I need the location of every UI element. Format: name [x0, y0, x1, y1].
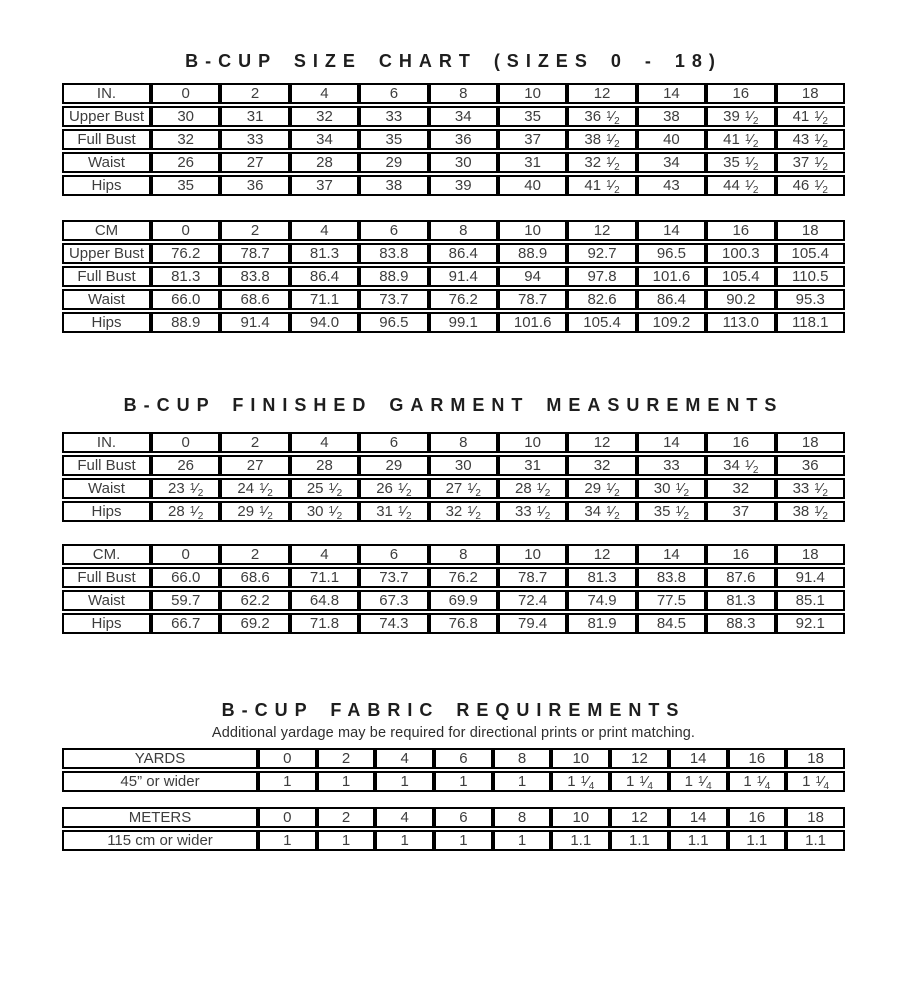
value-cell: 37 — [290, 175, 359, 196]
value-cell: 1 — [258, 830, 317, 851]
value-cell: 1.1 — [669, 830, 728, 851]
size-header-cell: 0 — [258, 748, 317, 769]
row-label-cell: 45” or wider — [62, 771, 258, 792]
value-cell: 88.3 — [706, 613, 775, 634]
header-row — [62, 748, 845, 769]
size-header-cell: 4 — [290, 220, 359, 241]
value-cell: 31 $^1⁄_2$ — [359, 501, 428, 522]
row-label-cell: Full Bust — [62, 455, 151, 476]
value-cell: 28 — [290, 455, 359, 476]
size-header-cell: 16 — [706, 83, 775, 104]
value-cell: 84.5 — [637, 613, 706, 634]
size-header-cell: 10 — [498, 432, 567, 453]
value-cell: 78.7 — [498, 567, 567, 588]
size-header-cell: 0 — [151, 544, 220, 565]
value-cell: 95.3 — [776, 289, 845, 310]
value-cell: 34 — [290, 129, 359, 150]
body-measurements-inches-table — [62, 81, 845, 198]
size-header-cell: 6 — [434, 807, 493, 828]
value-cell: 88.9 — [151, 312, 220, 333]
unit-label-cell: IN. — [62, 83, 151, 104]
value-cell: 1 $^1⁄_4$ — [669, 771, 728, 792]
size-header-cell: 2 — [317, 807, 376, 828]
size-header-cell: 8 — [429, 220, 498, 241]
size-header-cell: 12 — [567, 432, 636, 453]
value-cell: 113.0 — [706, 312, 775, 333]
value-cell: 26 — [151, 455, 220, 476]
size-header-cell: 18 — [786, 807, 845, 828]
value-cell: 27 — [220, 455, 289, 476]
table-row — [62, 243, 845, 264]
value-cell: 76.2 — [151, 243, 220, 264]
value-cell: 66.7 — [151, 613, 220, 634]
header-row — [62, 220, 845, 241]
value-cell: 40 — [498, 175, 567, 196]
table-row — [62, 613, 845, 634]
row-label-cell: Upper Bust — [62, 106, 151, 127]
value-cell: 26 — [151, 152, 220, 173]
value-cell: 28 $^1⁄_2$ — [498, 478, 567, 499]
value-cell: 32 — [567, 455, 636, 476]
fabric-requirements-title: B-CUP FABRIC REQUIREMENTS — [221, 700, 686, 720]
value-cell: 39 $^1⁄_2$ — [706, 106, 775, 127]
value-cell: 28 $^1⁄_2$ — [151, 501, 220, 522]
value-cell: 1.1 — [610, 830, 669, 851]
row-label-cell: 115 cm or wider — [62, 830, 258, 851]
value-cell: 88.9 — [359, 266, 428, 287]
value-cell: 83.8 — [220, 266, 289, 287]
value-cell: 72.4 — [498, 590, 567, 611]
value-cell: 29 — [359, 455, 428, 476]
table-row — [62, 266, 845, 287]
size-header-cell: 18 — [776, 544, 845, 565]
value-cell: 66.0 — [151, 567, 220, 588]
value-cell: 37 — [706, 501, 775, 522]
value-cell: 101.6 — [498, 312, 567, 333]
value-cell: 78.7 — [220, 243, 289, 264]
size-header-cell: 16 — [728, 807, 787, 828]
value-cell: 1.1 — [551, 830, 610, 851]
size-header-cell: 14 — [669, 807, 728, 828]
value-cell: 35 $^1⁄_2$ — [637, 501, 706, 522]
value-cell: 24 $^1⁄_2$ — [220, 478, 289, 499]
size-header-cell: 6 — [359, 220, 428, 241]
size-header-cell: 0 — [151, 83, 220, 104]
finished-garment-title: B-CUP FINISHED GARMENT MEASUREMENTS — [123, 395, 784, 415]
value-cell: 96.5 — [637, 243, 706, 264]
header-row — [62, 432, 845, 453]
value-cell: 26 $^1⁄_2$ — [359, 478, 428, 499]
value-cell: 91.4 — [429, 266, 498, 287]
value-cell: 33 — [359, 106, 428, 127]
table-row — [62, 478, 845, 499]
size-header-cell: 12 — [610, 807, 669, 828]
value-cell: 1 $^1⁄_4$ — [551, 771, 610, 792]
table-row — [62, 129, 845, 150]
value-cell: 1.1 — [786, 830, 845, 851]
value-cell: 35 — [498, 106, 567, 127]
size-header-cell: 12 — [567, 220, 636, 241]
size-header-cell: 18 — [776, 432, 845, 453]
value-cell: 40 — [637, 129, 706, 150]
value-cell: 1.1 — [728, 830, 787, 851]
value-cell: 99.1 — [429, 312, 498, 333]
table-row — [62, 501, 845, 522]
value-cell: 35 $^1⁄_2$ — [706, 152, 775, 173]
value-cell: 25 $^1⁄_2$ — [290, 478, 359, 499]
value-cell: 31 — [220, 106, 289, 127]
value-cell: 82.6 — [567, 289, 636, 310]
header-row — [62, 83, 845, 104]
value-cell: 32 $^1⁄_2$ — [567, 152, 636, 173]
table-row — [62, 152, 845, 173]
unit-label-cell: CM. — [62, 544, 151, 565]
value-cell: 1 $^1⁄_4$ — [786, 771, 845, 792]
size-header-cell: 14 — [669, 748, 728, 769]
value-cell: 110.5 — [776, 266, 845, 287]
value-cell: 74.9 — [567, 590, 636, 611]
value-cell: 1 — [258, 771, 317, 792]
unit-label-cell: IN. — [62, 432, 151, 453]
value-cell: 27 — [220, 152, 289, 173]
value-cell: 74.3 — [359, 613, 428, 634]
value-cell: 87.6 — [706, 567, 775, 588]
value-cell: 43 — [637, 175, 706, 196]
size-header-cell: 6 — [359, 544, 428, 565]
value-cell: 71.8 — [290, 613, 359, 634]
value-cell: 1 — [434, 830, 493, 851]
value-cell: 39 — [429, 175, 498, 196]
value-cell: 69.9 — [429, 590, 498, 611]
value-cell: 35 — [151, 175, 220, 196]
value-cell: 92.1 — [776, 613, 845, 634]
value-cell: 31 — [498, 455, 567, 476]
size-header-cell: 14 — [637, 432, 706, 453]
value-cell: 33 — [220, 129, 289, 150]
size-header-cell: 0 — [151, 220, 220, 241]
value-cell: 41 $^1⁄_2$ — [567, 175, 636, 196]
table-row — [62, 289, 845, 310]
value-cell: 90.2 — [706, 289, 775, 310]
value-cell: 36 $^1⁄_2$ — [567, 106, 636, 127]
value-cell: 83.8 — [359, 243, 428, 264]
value-cell: 81.3 — [706, 590, 775, 611]
size-header-cell: 18 — [776, 220, 845, 241]
value-cell: 30 — [151, 106, 220, 127]
value-cell: 30 — [429, 152, 498, 173]
row-label-cell: Full Bust — [62, 129, 151, 150]
value-cell: 32 — [151, 129, 220, 150]
value-cell: 38 $^1⁄_2$ — [567, 129, 636, 150]
value-cell: 38 — [359, 175, 428, 196]
row-label-cell: Waist — [62, 289, 151, 310]
value-cell: 1 $^1⁄_4$ — [610, 771, 669, 792]
value-cell: 86.4 — [637, 289, 706, 310]
row-label-cell: Hips — [62, 613, 151, 634]
value-cell: 34 $^1⁄_2$ — [706, 455, 775, 476]
table-row — [62, 455, 845, 476]
value-cell: 105.4 — [776, 243, 845, 264]
value-cell: 64.8 — [290, 590, 359, 611]
value-cell: 29 $^1⁄_2$ — [220, 501, 289, 522]
size-header-cell: 6 — [359, 83, 428, 104]
size-header-cell: 8 — [429, 544, 498, 565]
value-cell: 96.5 — [359, 312, 428, 333]
size-header-cell: 8 — [429, 432, 498, 453]
value-cell: 81.3 — [567, 567, 636, 588]
value-cell: 86.4 — [290, 266, 359, 287]
fabric-requirements-note: Additional yardage may be required for directional prints or print matching. — [211, 725, 696, 741]
size-header-cell: 14 — [637, 544, 706, 565]
value-cell: 38 — [637, 106, 706, 127]
value-cell: 97.8 — [567, 266, 636, 287]
value-cell: 29 $^1⁄_2$ — [567, 478, 636, 499]
table-row — [62, 106, 845, 127]
row-label-cell: Waist — [62, 478, 151, 499]
row-label-cell: Hips — [62, 312, 151, 333]
value-cell: 33 — [637, 455, 706, 476]
value-cell: 30 $^1⁄_2$ — [637, 478, 706, 499]
size-header-cell: 16 — [728, 748, 787, 769]
value-cell: 91.4 — [220, 312, 289, 333]
row-label-cell: Full Bust — [62, 266, 151, 287]
value-cell: 44 $^1⁄_2$ — [706, 175, 775, 196]
row-label-cell: Full Bust — [62, 567, 151, 588]
value-cell: 35 — [359, 129, 428, 150]
size-header-cell: 8 — [429, 83, 498, 104]
value-cell: 83.8 — [637, 567, 706, 588]
value-cell: 73.7 — [359, 289, 428, 310]
size-header-cell: 6 — [359, 432, 428, 453]
value-cell: 92.7 — [567, 243, 636, 264]
value-cell: 28 — [290, 152, 359, 173]
size-header-cell: 10 — [498, 83, 567, 104]
table-row — [62, 830, 845, 851]
value-cell: 34 — [429, 106, 498, 127]
value-cell: 34 $^1⁄_2$ — [567, 501, 636, 522]
row-label-cell: Upper Bust — [62, 243, 151, 264]
value-cell: 27 $^1⁄_2$ — [429, 478, 498, 499]
value-cell: 1 — [434, 771, 493, 792]
value-cell: 62.2 — [220, 590, 289, 611]
size-header-cell: 12 — [567, 83, 636, 104]
size-header-cell: 8 — [493, 807, 552, 828]
finished-garment-inches-table — [62, 430, 845, 524]
table-row — [62, 771, 845, 792]
header-row — [62, 807, 845, 828]
size-header-cell: 10 — [498, 544, 567, 565]
value-cell: 77.5 — [637, 590, 706, 611]
value-cell: 76.8 — [429, 613, 498, 634]
value-cell: 33 $^1⁄_2$ — [498, 501, 567, 522]
size-header-cell: 10 — [498, 220, 567, 241]
value-cell: 29 — [359, 152, 428, 173]
value-cell: 1 — [493, 771, 552, 792]
value-cell: 76.2 — [429, 289, 498, 310]
value-cell: 94.0 — [290, 312, 359, 333]
size-header-cell: 2 — [317, 748, 376, 769]
value-cell: 81.3 — [151, 266, 220, 287]
value-cell: 118.1 — [776, 312, 845, 333]
size-header-cell: 4 — [290, 83, 359, 104]
table-row — [62, 312, 845, 333]
value-cell: 86.4 — [429, 243, 498, 264]
value-cell: 1 — [317, 771, 376, 792]
value-cell: 109.2 — [637, 312, 706, 333]
value-cell: 76.2 — [429, 567, 498, 588]
value-cell: 32 — [706, 478, 775, 499]
value-cell: 68.6 — [220, 289, 289, 310]
header-row — [62, 544, 845, 565]
table-row — [62, 567, 845, 588]
value-cell: 41 $^1⁄_2$ — [776, 106, 845, 127]
size-header-cell: 4 — [290, 544, 359, 565]
size-header-cell: 16 — [706, 544, 775, 565]
size-header-cell: 14 — [637, 83, 706, 104]
value-cell: 46 $^1⁄_2$ — [776, 175, 845, 196]
unit-label-cell: CM — [62, 220, 151, 241]
size-header-cell: 12 — [567, 544, 636, 565]
size-header-cell: 16 — [706, 432, 775, 453]
value-cell: 81.3 — [290, 243, 359, 264]
size-header-cell: 14 — [637, 220, 706, 241]
value-cell: 43 $^1⁄_2$ — [776, 129, 845, 150]
value-cell: 71.1 — [290, 567, 359, 588]
body-measurements-centimeters-table — [62, 218, 845, 335]
value-cell: 79.4 — [498, 613, 567, 634]
value-cell: 1 — [493, 830, 552, 851]
size-header-cell: 2 — [220, 83, 289, 104]
value-cell: 66.0 — [151, 289, 220, 310]
size-header-cell: 6 — [434, 748, 493, 769]
size-header-cell: 12 — [610, 748, 669, 769]
value-cell: 105.4 — [567, 312, 636, 333]
value-cell: 23 $^1⁄_2$ — [151, 478, 220, 499]
row-label-cell: Hips — [62, 175, 151, 196]
value-cell: 1 — [375, 771, 434, 792]
size-header-cell: 18 — [776, 83, 845, 104]
value-cell: 68.6 — [220, 567, 289, 588]
value-cell: 67.3 — [359, 590, 428, 611]
size-header-cell: 0 — [151, 432, 220, 453]
size-chart-document — [62, 49, 845, 853]
value-cell: 91.4 — [776, 567, 845, 588]
value-cell: 73.7 — [359, 567, 428, 588]
size-header-cell: 2 — [220, 220, 289, 241]
value-cell: 94 — [498, 266, 567, 287]
value-cell: 85.1 — [776, 590, 845, 611]
value-cell: 101.6 — [637, 266, 706, 287]
fabric-yards-table — [62, 746, 845, 794]
value-cell: 41 $^1⁄_2$ — [706, 129, 775, 150]
size-header-cell: 2 — [220, 544, 289, 565]
size-header-cell: 0 — [258, 807, 317, 828]
value-cell: 69.2 — [220, 613, 289, 634]
size-header-cell: 2 — [220, 432, 289, 453]
size-header-cell: 10 — [551, 807, 610, 828]
size-header-cell: 4 — [375, 748, 434, 769]
value-cell: 30 — [429, 455, 498, 476]
value-cell: 38 $^1⁄_2$ — [776, 501, 845, 522]
value-cell: 34 — [637, 152, 706, 173]
fabric-meters-table — [62, 805, 845, 853]
value-cell: 32 $^1⁄_2$ — [429, 501, 498, 522]
row-label-cell: Waist — [62, 590, 151, 611]
table-row — [62, 590, 845, 611]
value-cell: 81.9 — [567, 613, 636, 634]
value-cell: 37 — [498, 129, 567, 150]
row-label-cell: Hips — [62, 501, 151, 522]
unit-label-cell: YARDS — [62, 748, 258, 769]
value-cell: 1 $^1⁄_4$ — [728, 771, 787, 792]
size-header-cell: 16 — [706, 220, 775, 241]
value-cell: 37 $^1⁄_2$ — [776, 152, 845, 173]
value-cell: 78.7 — [498, 289, 567, 310]
value-cell: 1 — [375, 830, 434, 851]
value-cell: 59.7 — [151, 590, 220, 611]
size-header-cell: 10 — [551, 748, 610, 769]
value-cell: 1 — [317, 830, 376, 851]
value-cell: 88.9 — [498, 243, 567, 264]
value-cell: 36 — [220, 175, 289, 196]
size-header-cell: 4 — [290, 432, 359, 453]
table-row — [62, 175, 845, 196]
size-header-cell: 18 — [786, 748, 845, 769]
value-cell: 71.1 — [290, 289, 359, 310]
size-chart-title: B-CUP SIZE CHART (SIZES 0 - 18) — [185, 51, 722, 71]
value-cell: 36 — [429, 129, 498, 150]
size-header-cell: 4 — [375, 807, 434, 828]
value-cell: 32 — [290, 106, 359, 127]
value-cell: 105.4 — [706, 266, 775, 287]
row-label-cell: Waist — [62, 152, 151, 173]
value-cell: 30 $^1⁄_2$ — [290, 501, 359, 522]
finished-garment-centimeters-table — [62, 542, 845, 636]
value-cell: 33 $^1⁄_2$ — [776, 478, 845, 499]
value-cell: 100.3 — [706, 243, 775, 264]
value-cell: 31 — [498, 152, 567, 173]
unit-label-cell: METERS — [62, 807, 258, 828]
size-header-cell: 8 — [493, 748, 552, 769]
value-cell: 36 — [776, 455, 845, 476]
